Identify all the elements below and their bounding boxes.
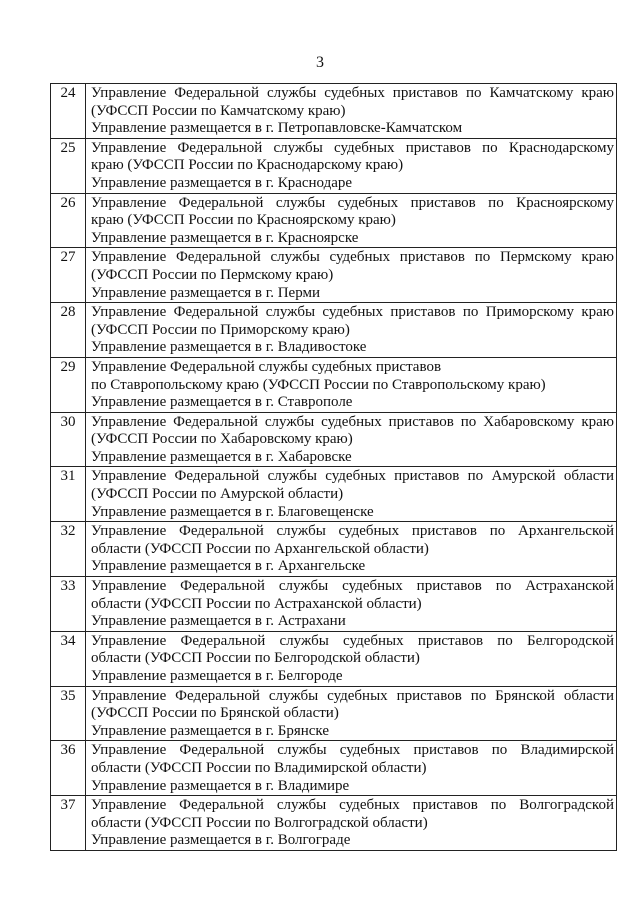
table-row <box>51 467 617 522</box>
office-location: Управление размещается в г. Благовещенске <box>91 503 374 520</box>
office-description <box>86 686 617 741</box>
office-description <box>86 303 617 358</box>
table-row <box>51 248 617 303</box>
row-number: 25 <box>51 138 86 193</box>
office-name: Управление Федеральной службы судебных приставов по Белгородской <box>91 632 614 649</box>
office-location: Управление размещается в г. Петропавловске-Камчатском <box>91 120 463 137</box>
office-location: Управление размещается в г. Краснодаре <box>91 174 353 191</box>
table-row <box>51 631 617 686</box>
office-name: Управление Федеральной службы судебных приставов по Краснодарскому <box>91 139 614 156</box>
office-location: Управление размещается в г. Хабаровске <box>91 448 352 465</box>
office-location: Управление размещается в г. Архангельске <box>91 558 366 575</box>
office-abbreviation: (УФССП России по Амурской области) <box>91 486 344 503</box>
row-number: 24 <box>51 84 86 139</box>
table-row <box>51 303 617 358</box>
office-location: Управление размещается в г. Красноярске <box>91 229 359 246</box>
office-abbreviation: по Ставропольскому краю (УФССП России по Ставропольскому краю) <box>91 376 546 393</box>
row-number: 33 <box>51 577 86 632</box>
office-description <box>86 467 617 522</box>
row-number: 32 <box>51 522 86 577</box>
office-description <box>86 522 617 577</box>
office-location: Управление размещается в г. Владимире <box>91 777 350 794</box>
office-description <box>86 357 617 412</box>
table-row <box>51 138 617 193</box>
office-description <box>86 741 617 796</box>
office-name: Управление Федеральной службы судебных приставов по Астраханской <box>91 578 614 595</box>
row-number: 27 <box>51 248 86 303</box>
office-location: Управление размещается в г. Ставрополе <box>91 394 353 411</box>
row-number: 34 <box>51 631 86 686</box>
office-name: Управление Федеральной службы судебных приставов по Амурской области <box>91 468 614 485</box>
table-row <box>51 686 617 741</box>
row-number: 28 <box>51 303 86 358</box>
table-row <box>51 522 617 577</box>
row-number: 35 <box>51 686 86 741</box>
office-name: Управление Федеральной службы судебных приставов по Приморскому краю <box>91 304 614 321</box>
office-name: Управление Федеральной службы судебных приставов по Красноярскому <box>91 194 614 211</box>
office-description <box>86 138 617 193</box>
table-row <box>51 741 617 796</box>
office-location: Управление размещается в г. Перми <box>91 284 320 301</box>
office-description <box>86 84 617 139</box>
office-abbreviation: (УФССП России по Хабаровскому краю) <box>91 431 353 448</box>
office-description <box>86 412 617 467</box>
office-abbreviation: краю (УФССП России по Красноярскому краю) <box>91 212 396 229</box>
office-description <box>86 796 617 851</box>
office-abbreviation: краю (УФССП России по Краснодарскому краю) <box>91 157 404 174</box>
office-description <box>86 193 617 248</box>
office-description <box>86 577 617 632</box>
office-name: Управление Федеральной службы судебных приставов <box>91 358 442 375</box>
office-abbreviation: (УФССП России по Камчатскому краю) <box>91 102 346 119</box>
row-number: 30 <box>51 412 86 467</box>
page-number: 3 <box>316 54 324 71</box>
office-location: Управление размещается в г. Волгограде <box>91 832 351 849</box>
row-number: 26 <box>51 193 86 248</box>
row-number: 37 <box>51 796 86 851</box>
table-row <box>51 193 617 248</box>
office-abbreviation: области (УФССП России по Волгоградской области) <box>91 814 428 831</box>
office-abbreviation: области (УФССП России по Владимирской области) <box>91 759 427 776</box>
office-name: Управление Федеральной службы судебных приставов по Камчатскому краю <box>91 85 614 101</box>
table-row <box>51 577 617 632</box>
table-row <box>51 796 617 851</box>
office-name: Управление Федеральной службы судебных приставов по Пермскому краю <box>91 249 614 266</box>
table-row <box>51 84 617 139</box>
row-number: 31 <box>51 467 86 522</box>
office-abbreviation: (УФССП России по Пермскому краю) <box>91 266 334 283</box>
office-abbreviation: области (УФССП России по Белгородской области) <box>91 650 420 667</box>
office-abbreviation: (УФССП России по Приморскому краю) <box>91 321 350 338</box>
office-name: Управление Федеральной службы судебных приставов по Архангельской <box>91 523 614 540</box>
office-name: Управление Федеральной службы судебных приставов по Волгоградской <box>91 797 614 814</box>
office-location: Управление размещается в г. Владивостоке <box>91 339 367 356</box>
table-row <box>51 412 617 467</box>
office-abbreviation: (УФССП России по Брянской области) <box>91 705 339 722</box>
row-number: 29 <box>51 357 86 412</box>
office-name: Управление Федеральной службы судебных приставов по Владимирской <box>91 742 614 759</box>
office-location: Управление размещается в г. Белгороде <box>91 668 343 684</box>
offices-table <box>50 83 617 851</box>
office-name: Управление Федеральной службы судебных приставов по Хабаровскому краю <box>91 413 614 430</box>
row-number: 36 <box>51 741 86 796</box>
office-abbreviation: области (УФССП России по Архангельской области) <box>91 540 429 557</box>
office-description <box>86 631 617 686</box>
office-name: Управление Федеральной службы судебных приставов по Брянской области <box>91 687 614 704</box>
office-abbreviation: области (УФССП России по Астраханской области) <box>91 595 422 612</box>
office-location: Управление размещается в г. Астрахани <box>91 613 346 630</box>
office-description <box>86 248 617 303</box>
office-location: Управление размещается в г. Брянске <box>91 722 329 739</box>
table-row <box>51 357 617 412</box>
